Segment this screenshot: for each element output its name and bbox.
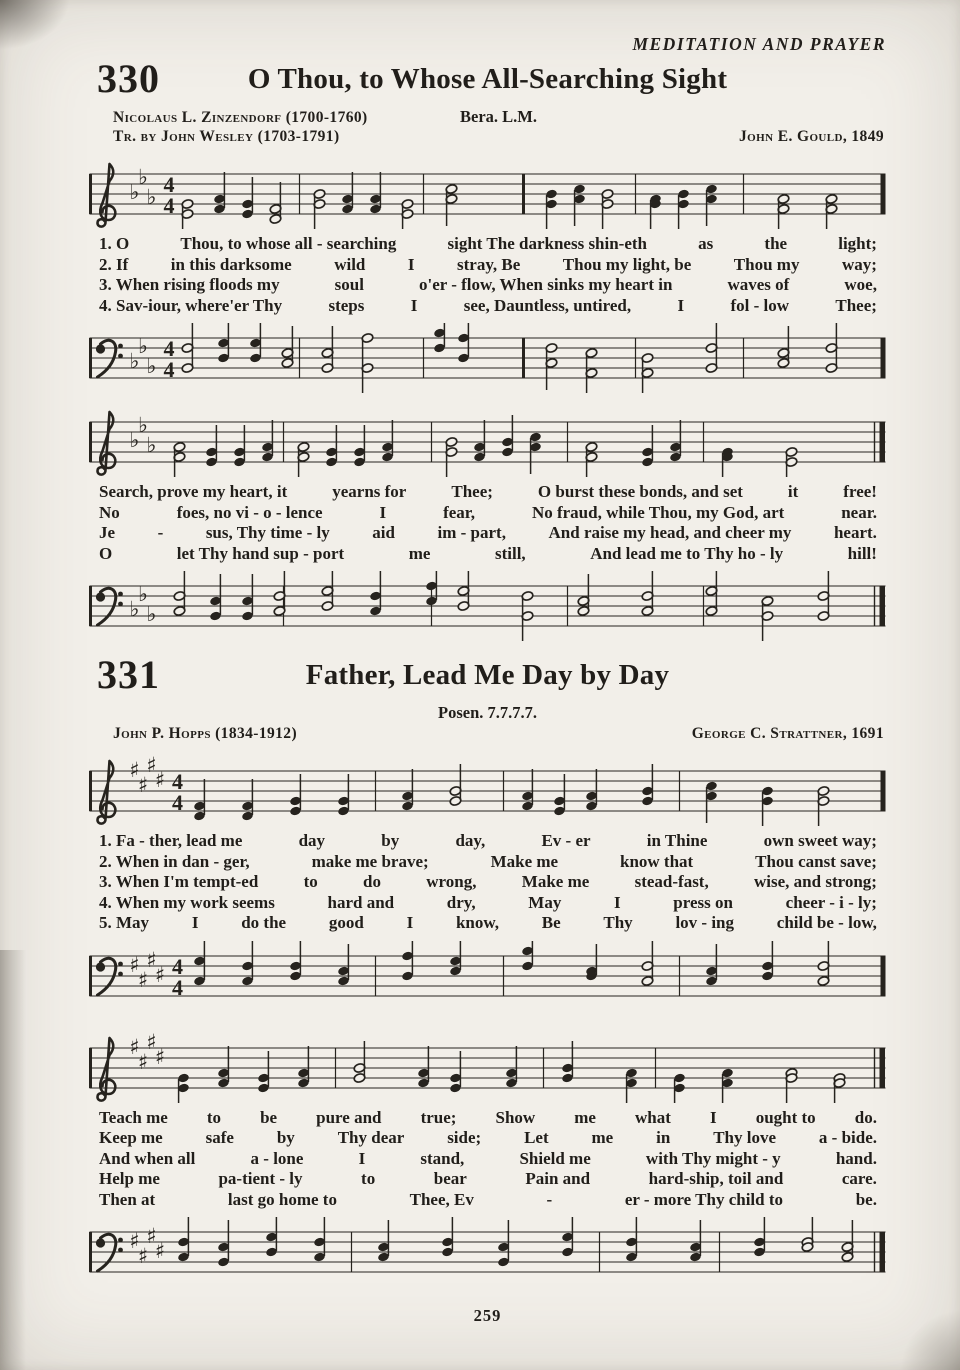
lyric-segment: Search, prove my heart, it	[99, 482, 288, 501]
lyric-segment: cheer - i - ly;	[785, 892, 877, 912]
verse-line	[99, 1108, 877, 1129]
lyric-segment: way;	[841, 254, 877, 274]
lyric-segment: care.	[841, 1169, 877, 1188]
lyric-segment: to	[206, 1107, 222, 1127]
svg-text:♯: ♯	[146, 1029, 157, 1054]
lyric-segment: waves of	[727, 275, 790, 294]
lyric-segment: 4. Sav-iour, where'er Thy	[99, 295, 283, 315]
svg-text:♭: ♭	[129, 428, 140, 452]
hymn-330	[85, 56, 890, 644]
lyric-segment: Show	[495, 1107, 536, 1127]
lyric-segment: Help me	[99, 1169, 160, 1188]
lyric-segment: Thou, to whose all - searching	[180, 234, 397, 253]
scan-smudge-bottom-right	[900, 1310, 960, 1370]
lyric-segment: let Thy hand sup - port	[176, 543, 345, 563]
svg-text:4: 4	[172, 974, 183, 1000]
lyric-segment: in	[656, 1128, 671, 1147]
lyric-segment: 5. May	[99, 913, 150, 932]
lyric-segment: 3. When I'm tempt-ed	[99, 872, 259, 891]
verse-line	[99, 482, 877, 503]
lyric-segment: 4. When my work seems	[99, 892, 275, 912]
music-staff-bass	[85, 568, 890, 644]
svg-text:♯: ♯	[146, 1224, 157, 1248]
lyric-segment: know that	[620, 851, 694, 871]
lyric-segment: side;	[447, 1128, 482, 1147]
verse-line	[99, 1149, 877, 1170]
music-staff-treble	[85, 404, 890, 480]
verse-line	[99, 275, 877, 296]
lyric-segment: lov - ing	[675, 913, 735, 932]
verse-block	[99, 482, 877, 564]
lyric-segment: Keep me	[99, 1128, 163, 1147]
svg-text:♯: ♯	[138, 1244, 149, 1268]
lyric-segment: safe	[205, 1128, 234, 1147]
lyric-segment: dry,	[446, 892, 476, 912]
verse-line	[99, 1190, 877, 1211]
lyric-segment: free!	[843, 482, 877, 501]
lyric-segment: stray, Be	[457, 254, 521, 274]
lyric-segment: And raise my head, and cheer my	[548, 523, 792, 542]
music-staff-bass	[85, 1214, 890, 1290]
lyric-segment: me	[591, 1128, 614, 1147]
lyric-segment: Be	[541, 913, 561, 932]
lyric-segment: day	[298, 831, 326, 850]
lyric-segment: O burst these bonds, and set	[537, 482, 743, 501]
lyric-segment: stand,	[420, 1148, 465, 1168]
lyric-segment: o'er - flow, When sinks my heart in	[418, 275, 673, 294]
lyric-segment: woe,	[844, 275, 877, 294]
svg-text:♯: ♯	[129, 758, 140, 782]
svg-text:♭: ♭	[146, 602, 157, 626]
svg-text:♯: ♯	[146, 753, 157, 777]
svg-text:♯: ♯	[155, 1239, 166, 1263]
lyric-segment: No	[99, 502, 120, 522]
lyric-segment: Thee;	[835, 295, 877, 315]
lyric-segment: hard-ship, toil and	[648, 1169, 784, 1188]
lyric-segment: I	[614, 892, 621, 912]
author-line: John P. Hopps (1834-1912)	[113, 725, 298, 742]
lyric-segment: sight The darkness shin-eth	[447, 234, 648, 253]
svg-text:♯: ♯	[129, 1034, 140, 1059]
lyric-segment: steps	[328, 295, 365, 315]
lyric-segment: yearns for	[332, 482, 407, 501]
lyric-segment: -	[157, 523, 164, 542]
lyric-segment: in this darksome	[170, 254, 292, 274]
verse-line	[99, 913, 877, 934]
lyric-segment: heart.	[833, 523, 877, 542]
lyric-segment: own sweet way;	[763, 831, 877, 850]
svg-text:♭: ♭	[146, 185, 157, 209]
svg-text:♯: ♯	[146, 947, 157, 972]
lyric-segment: good	[328, 913, 364, 932]
svg-text:♯: ♯	[138, 1049, 149, 1074]
lyric-segment: true;	[420, 1107, 457, 1127]
svg-text:♭: ♭	[138, 334, 148, 358]
lyric-segment: hard and	[327, 892, 395, 912]
svg-text:♭: ♭	[138, 582, 148, 606]
lyric-segment: day,	[455, 831, 486, 850]
lyric-segment: light;	[838, 234, 877, 253]
lyric-segment: do	[363, 872, 381, 891]
music-staff-treble	[85, 1030, 890, 1106]
hymn-331	[85, 652, 890, 1290]
lyric-segment: to	[361, 1169, 376, 1188]
lyric-segment: Thy dear	[337, 1128, 405, 1147]
lyric-segment: the	[764, 234, 788, 253]
lyric-segment: it	[787, 482, 799, 501]
svg-text:♯: ♯	[129, 1229, 140, 1253]
lyric-segment: stead-fast,	[634, 872, 709, 891]
music-staff-bass	[85, 320, 890, 396]
music-staff-bass	[85, 938, 890, 1014]
svg-text:♯: ♯	[155, 962, 166, 987]
lyric-segment: Ev - er	[541, 831, 591, 850]
lyric-segment: by	[381, 831, 400, 850]
svg-text:4: 4	[163, 193, 175, 218]
verse-line	[99, 503, 877, 524]
verse-line	[99, 1169, 877, 1190]
lyric-segment: Thou my	[733, 254, 800, 274]
author-line: Nicolaus L. Zinzendorf (1700-1760)	[113, 109, 368, 126]
hymn-number: 330	[97, 56, 160, 101]
scan-smudge-top-left	[0, 0, 70, 50]
lyric-segment: 3. When rising floods my	[99, 275, 280, 294]
verse-line	[99, 831, 877, 852]
lyric-segment: er - more Thy child to	[624, 1189, 784, 1209]
lyric-segment: 1. Fa - ther, lead me	[99, 831, 243, 850]
scan-smudge-bottom-left	[0, 950, 26, 1370]
verse-line	[99, 893, 877, 914]
svg-text:4: 4	[163, 336, 175, 361]
lyric-segment: Je	[99, 523, 116, 542]
svg-text:♯: ♯	[155, 768, 166, 792]
svg-text:♯: ♯	[129, 952, 140, 977]
svg-text:4: 4	[172, 790, 183, 815]
lyric-segment: Let	[524, 1128, 549, 1147]
translator-line: Tr. by John Wesley (1703-1791)	[113, 128, 340, 145]
lyric-segment: I	[407, 254, 415, 274]
svg-text:♭: ♭	[146, 433, 157, 457]
lyric-segment: do.	[854, 1107, 877, 1127]
verse-line	[99, 234, 877, 255]
lyric-segment: aid	[372, 523, 395, 542]
lyric-segment: And when all	[99, 1148, 196, 1168]
lyric-segment: sus, Thy time - ly	[205, 523, 330, 542]
lyric-segment: Then at	[99, 1189, 156, 1209]
verse-line	[99, 523, 877, 544]
verse-line	[99, 1128, 877, 1149]
composer-line: George C. Strattner, 1691	[691, 725, 884, 742]
lyric-segment: do the	[241, 913, 287, 932]
lyric-segment: I	[358, 1148, 366, 1168]
lyric-segment: hand.	[835, 1148, 877, 1168]
lyric-segment: Thee, Ev	[409, 1189, 474, 1209]
svg-text:4: 4	[172, 769, 183, 794]
hymn-title: O Thou, to Whose All-Searching Sight	[247, 63, 728, 95]
lyric-segment: a - lone	[250, 1148, 304, 1168]
composer-line: John E. Gould, 1849	[739, 128, 884, 145]
svg-text:♭: ♭	[129, 597, 140, 621]
svg-text:♭: ♭	[138, 165, 148, 189]
lyric-segment: wise, and strong;	[754, 872, 877, 891]
hymn-title: Father, Lead Me Day by Day	[305, 659, 670, 691]
verse-line	[99, 544, 877, 565]
lyric-segment: what	[635, 1107, 671, 1127]
lyric-segment: Thou my light, be	[562, 254, 692, 274]
lyric-segment: No fraud, while Thou, my God, art	[531, 502, 785, 522]
lyric-segment: hill!	[847, 543, 877, 563]
lyric-segment: May	[528, 892, 562, 912]
lyric-segment: in Thine	[646, 831, 708, 850]
lyric-segment: me	[408, 543, 431, 563]
hymn-number: 331	[97, 652, 160, 697]
lyric-segment: Make me	[490, 851, 559, 871]
tune-meter: Posen. 7.7.7.7.	[438, 703, 537, 722]
lyric-segment: 2. When in dan - ger,	[99, 851, 250, 871]
music-staff-treble	[85, 753, 890, 829]
lyric-segment: Make me	[521, 872, 590, 891]
lyric-segment: be.	[855, 1189, 877, 1209]
lyric-segment: Thee;	[451, 482, 493, 501]
lyric-segment: be	[260, 1107, 278, 1127]
lyric-segment: soul	[334, 275, 364, 294]
svg-text:4: 4	[163, 172, 175, 197]
lyric-segment: 1. O	[99, 234, 130, 253]
lyric-segment: I	[410, 295, 418, 315]
lyric-segment: And lead me to Thy ho - ly	[590, 543, 784, 563]
lyric-segment: Thy love	[713, 1128, 777, 1147]
lyric-segment: last go home to	[227, 1189, 337, 1209]
verse-line	[99, 255, 877, 276]
lyric-segment: I	[379, 502, 387, 522]
lyric-segment: fear,	[443, 502, 476, 522]
lyric-segment: Thy	[603, 913, 633, 932]
lyric-segment: Teach me	[99, 1107, 168, 1127]
lyric-segment: near.	[841, 502, 877, 522]
lyric-segment: know,	[455, 913, 499, 932]
lyric-segment: -	[546, 1189, 553, 1209]
verse-line	[99, 852, 877, 873]
lyric-segment: still,	[494, 543, 526, 563]
lyric-segment: by	[276, 1128, 295, 1147]
lyric-segment: pa-tient - ly	[218, 1169, 303, 1188]
page-number: 259	[473, 1306, 502, 1325]
lyric-segment: I	[191, 913, 199, 932]
lyric-segment: me	[574, 1107, 596, 1127]
lyric-segment: a - bide.	[818, 1128, 877, 1147]
tune-name: Bera. L.M.	[460, 107, 537, 126]
running-head: MEDITATION AND PRAYER	[632, 34, 886, 54]
lyric-segment: I	[710, 1107, 717, 1127]
lyric-segment: Pain and	[525, 1169, 591, 1188]
lyric-segment: Thou canst save;	[755, 851, 877, 871]
svg-text:♭: ♭	[146, 354, 157, 378]
lyric-segment: I	[406, 913, 414, 932]
svg-text:♯: ♯	[155, 1044, 166, 1069]
lyric-segment: wild	[334, 254, 366, 274]
svg-text:♭: ♭	[129, 180, 140, 204]
svg-text:♭: ♭	[138, 413, 148, 437]
svg-text:♭: ♭	[129, 349, 140, 373]
lyric-segment: ought to	[755, 1107, 816, 1127]
lyric-segment: I	[677, 295, 685, 315]
lyric-segment: O	[99, 543, 113, 563]
lyric-segment: pure and	[316, 1107, 382, 1127]
lyric-segment: press on	[673, 892, 733, 912]
lyric-segment: make me brave;	[311, 851, 429, 871]
svg-text:♯: ♯	[138, 967, 149, 992]
lyric-segment: bear	[433, 1169, 467, 1188]
lyric-segment: to	[303, 872, 318, 891]
svg-text:4: 4	[163, 357, 175, 382]
lyric-segment: 2. If	[99, 254, 129, 274]
lyric-segment: foes, no vi - o - lence	[176, 502, 323, 522]
lyric-segment: fol - low	[730, 295, 790, 315]
lyric-segment: as	[698, 234, 714, 253]
verse-line	[99, 296, 877, 317]
svg-text:4: 4	[172, 953, 183, 979]
music-staff-treble	[85, 156, 890, 232]
lyric-segment: see, Dauntless, untired,	[463, 295, 632, 315]
verse-block	[99, 234, 877, 316]
lyric-segment: Shield me	[519, 1148, 591, 1168]
svg-text:♯: ♯	[138, 773, 149, 797]
lyric-segment: with Thy might - y	[645, 1148, 781, 1168]
verse-line	[99, 872, 877, 893]
lyric-segment: child be - low,	[776, 913, 877, 932]
verse-block	[99, 1108, 877, 1211]
lyric-segment: im - part,	[437, 523, 506, 542]
lyric-segment: wrong,	[426, 872, 477, 891]
verse-block	[99, 831, 877, 934]
